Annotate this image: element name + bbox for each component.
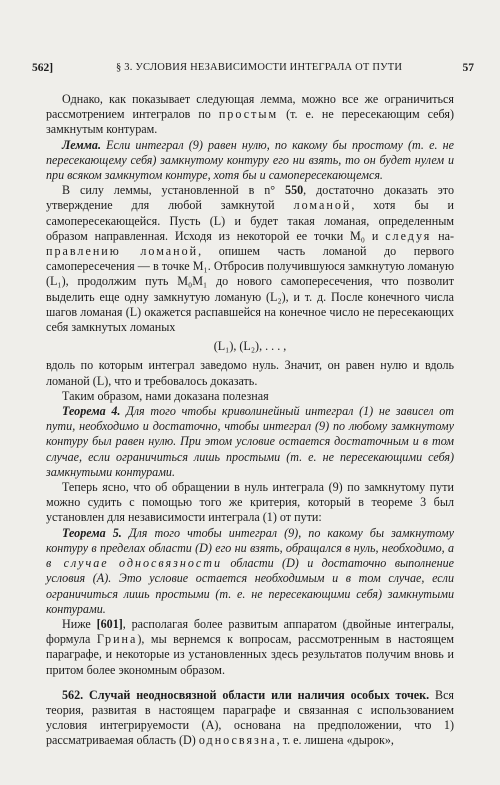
chapter-title: § 3. УСЛОВИЯ НЕЗАВИСИМОСТИ ИНТЕГРАЛА ОТ ПУТИ <box>116 62 403 73</box>
page-number: 57 <box>462 62 474 74</box>
paragraph-conclusion: вдоль по которым интеграл заведомо нуль. Значит, он равен нулю и вдоль ломаной (L), что и требовалось доказать. <box>46 358 454 388</box>
theorem-4-text: Для того чтобы криволинейный интеграл (1) не зависел от пути, необходимо и достаточно, чтобы интеграл (9) по любому замкнутому контуру был равен нулю. При этом условие остается достаточным и в том случае, если ограничиться лишь простыми (т. е. не пересекающими себя) замкнутыми контурами. <box>46 404 454 479</box>
section-562: 562. Случай неодносвязной области или наличия особых точек. Вся теория, развитая в настоящем параграфе и связанная с использованием условия интегрируемости (A), основана на предположении, что 1) рассматриваемая область (D) односвязна, т. е. лишена «дырок», <box>46 687 454 748</box>
page-body <box>46 92 454 749</box>
theorem-5-label: Теорема 5. <box>62 525 122 540</box>
lemma-label: Лемма. <box>62 137 102 152</box>
paragraph-lead: Таким образом, нами доказана полезная <box>62 388 269 403</box>
section-reference: 562] <box>32 62 54 74</box>
theorem-4 <box>46 404 454 480</box>
formula-loops: (L₁), (L₂), . . . , <box>213 339 287 354</box>
paragraph-intro: Однако, как показывает следующая лемма, можно все же ограничиться рассмотрением интегралов по простым (т. е. не пересекающим себя) замкнутым контурам. <box>46 92 454 137</box>
running-header <box>32 62 474 80</box>
lemma-text: Если интеграл (9) равен нулю, по какому бы простому (т. е. не пересекающему себя) замкнутому контуру его ни взять, то он будет нулем и при всяком замкнутом контуре, хотя бы и самопересекающемся. <box>46 137 454 183</box>
lemma <box>46 138 454 184</box>
theorem-4-label: Теорема 4. <box>62 404 121 419</box>
paragraph-proof: В силу леммы, установленной в n° 550, достаточно доказать это утверждение для любой замкнутой ломаной, хотя бы и самопересекающейся. Пусть (L) и будет такая ломаная, определенным образом направленная. Исходя из некоторой ее точки M₀ и следуя на-правлению ломаной, опишем часть ломаной до первого самопересечения — в точке M₁. Отбросив получившуюся замкнутую ломаную (L₁), продолжим путь M₀M₁ до нового самопересечения, что позволит выделить еще одну замкнутую ломаную (L₂), и т. д. После конечного числа шагов ломаная (L) окажется распавшейся на конечное число не пересекающих себя замкнутых ломаных <box>46 183 455 335</box>
theorem-5: Теорема 5. Для того чтобы интеграл (9), по какому бы замкнутому контуру в пределах области (D) его ни взять, обращался в нуль, необходимо, а в случае односвязности области (D) и достаточно выполнение условия (A). Это условие остается необходимым и в том случае, если ограничиться лишь простыми (т. е. не пересекающими себя) замкнутыми контурами. <box>46 525 454 616</box>
paragraph-transition: Теперь ясно, что об обращении в нуль интеграла (9) по замкнутому пути можно судить с помощью того же критерия, который в теореме 3 был установлен для независимости интеграла (1) от пути: <box>46 480 454 525</box>
paragraph-forward-reference: Ниже [601], располагая более развитым аппаратом (двойные интегралы, формула Грина), мы вернемся к вопросам, рассмотренным в настоящем параграфе, и некоторые из установленных здесь результатов получим вновь и притом более экономным образом. <box>46 616 455 677</box>
section-562-title: 562. Случай неодносвязной области или наличия особых точек. <box>62 687 430 702</box>
